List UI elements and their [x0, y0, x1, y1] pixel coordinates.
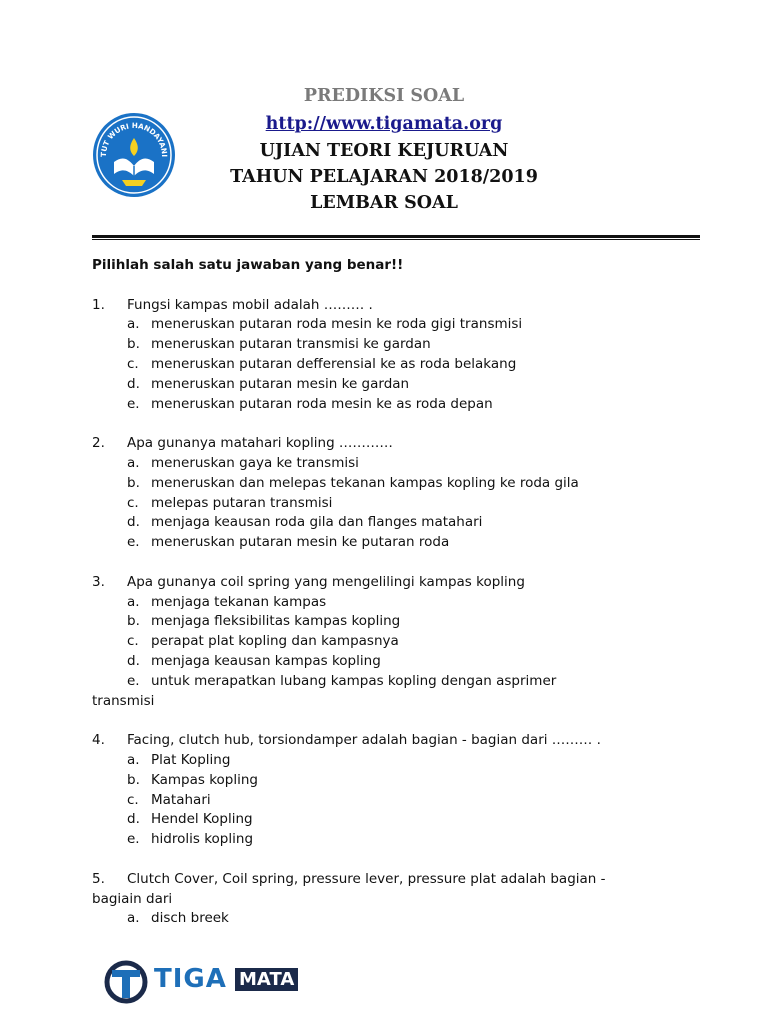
- document-header: [0, 0, 768, 240]
- question-text: Apa gunanya matahari kopling …………: [127, 435, 393, 452]
- question-number: 5.: [92, 870, 105, 887]
- option-letter: c.: [127, 355, 139, 372]
- question-text: Facing, clutch hub, torsiondamper adalah bagian - bagian dari ……… .: [127, 732, 601, 749]
- option-text: meneruskan dan melepas tekanan kampas kopling ke roda gila: [151, 474, 579, 491]
- option-letter: a.: [127, 910, 140, 927]
- option-text: melepas putaran transmisi: [151, 494, 333, 511]
- option-letter: e.: [127, 672, 140, 689]
- option-letter: d.: [127, 652, 140, 669]
- option-letter: c.: [127, 791, 139, 808]
- option-letter: b.: [127, 336, 140, 353]
- option-letter: c.: [127, 494, 139, 511]
- document-title: PREDIKSI SOAL: [303, 86, 465, 106]
- question-number: 1.: [92, 296, 105, 313]
- option-d: [127, 513, 682, 533]
- option-text: untuk merapatkan lubang kampas kopling dengan asprimer: [151, 672, 557, 689]
- option-d: [127, 652, 682, 672]
- option-letter: e.: [127, 534, 140, 551]
- option-letter: d.: [127, 811, 140, 828]
- option-text: meneruskan putaran defferensial ke as roda belakang: [151, 355, 517, 372]
- option-a: [127, 454, 682, 474]
- question-text: Apa gunanya coil spring yang mengelilingi kampas kopling: [127, 573, 525, 590]
- option-text: menjaga fleksibilitas kampas kopling: [151, 613, 401, 630]
- question-2: [92, 434, 682, 553]
- option-text: perapat plat kopling dan kampasnya: [151, 633, 399, 650]
- option-b: [127, 612, 682, 632]
- tigamata-logo-icon: [104, 960, 150, 1004]
- option-text: meneruskan putaran transmisi ke gardan: [151, 336, 431, 353]
- option-letter: a.: [127, 454, 140, 471]
- option-text: menjaga keausan kampas kopling: [151, 652, 381, 669]
- question-list: [92, 256, 682, 949]
- logo-text-tiga: TIGA: [154, 964, 227, 994]
- option-letter: b.: [127, 771, 140, 788]
- emblem-text: TUT WURI HANDAYANI: [98, 120, 170, 158]
- option-letter: b.: [127, 474, 140, 491]
- option-text: Matahari: [151, 791, 211, 808]
- option-letter: b.: [127, 613, 140, 630]
- option-letter: d.: [127, 514, 140, 531]
- option-letter: d.: [127, 375, 140, 392]
- instruction-text: Pilihlah salah satu jawaban yang benar!!: [92, 257, 404, 273]
- option-text: meneruskan putaran roda mesin ke as roda depan: [151, 395, 493, 412]
- option-a: [127, 593, 682, 613]
- option-c: [127, 791, 682, 811]
- question-4: [92, 731, 682, 850]
- option-letter: a.: [127, 751, 140, 768]
- option-a: [127, 315, 682, 335]
- option-letter: a.: [127, 316, 140, 333]
- website-link[interactable]: http://www.tigamata.org: [265, 114, 503, 134]
- option-continuation: transmisi: [92, 692, 155, 709]
- option-a: [127, 909, 682, 929]
- option-text: meneruskan putaran mesin ke gardan: [151, 375, 410, 392]
- option-text: Hendel Kopling: [151, 811, 253, 828]
- question-text: Fungsi kampas mobil adalah ……… .: [127, 296, 373, 313]
- option-text: meneruskan putaran roda mesin ke roda gigi transmisi: [151, 316, 523, 333]
- option-text: disch breek: [151, 910, 229, 927]
- option-b: [127, 771, 682, 791]
- tigamata-logo: [104, 958, 304, 1006]
- question-number: 3.: [92, 573, 105, 590]
- option-letter: c.: [127, 633, 139, 650]
- header-divider-thin: [92, 239, 700, 240]
- option-b: [127, 474, 682, 494]
- option-c: [127, 355, 682, 375]
- question-number: 4.: [92, 732, 105, 749]
- question-text: Clutch Cover, Coil spring, pressure lever, pressure plat adalah bagian -: [127, 870, 606, 887]
- option-text: Plat Kopling: [151, 751, 231, 768]
- exam-name: UJIAN TEORI KEJURUAN: [259, 141, 509, 161]
- academic-year: TAHUN PELAJARAN 2018/2019: [230, 167, 538, 187]
- option-text: menjaga keausan roda gila dan flanges matahari: [151, 514, 483, 531]
- sheet-title: LEMBAR SOAL: [310, 193, 458, 213]
- option-c: [127, 494, 682, 514]
- option-a: [127, 751, 682, 771]
- option-e: [127, 395, 682, 415]
- option-text: menjaga tekanan kampas: [151, 593, 327, 610]
- question-5: [92, 870, 682, 929]
- logo-text-mata: MATA: [235, 968, 298, 991]
- option-b: [127, 335, 682, 355]
- option-text: meneruskan gaya ke transmisi: [151, 454, 359, 471]
- option-text: Kampas kopling: [151, 771, 258, 788]
- question-3: [92, 573, 682, 712]
- question-number: 2.: [92, 435, 105, 452]
- option-e: [127, 830, 682, 850]
- option-d: [127, 810, 682, 830]
- option-text: hidrolis kopling: [151, 831, 254, 848]
- option-text: meneruskan putaran mesin ke putaran roda: [151, 534, 450, 551]
- option-letter: e.: [127, 831, 140, 848]
- option-d: [127, 375, 682, 395]
- option-letter: e.: [127, 395, 140, 412]
- question-continuation: bagiain dari: [92, 890, 173, 907]
- option-letter: a.: [127, 593, 140, 610]
- option-e: [127, 672, 682, 692]
- question-1: [92, 296, 682, 415]
- header-divider: [92, 235, 700, 238]
- option-c: [127, 632, 682, 652]
- option-e: [127, 533, 682, 553]
